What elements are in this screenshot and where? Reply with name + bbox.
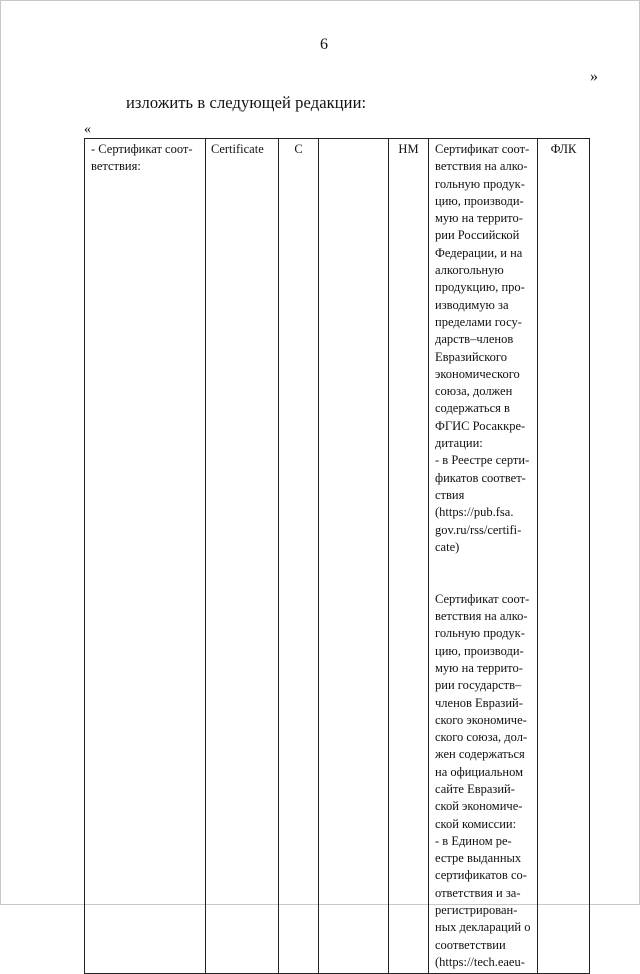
cell-format <box>319 139 389 974</box>
intro-text: изложить в следующей редакции: <box>126 93 367 112</box>
cell-element-name: - Сертификат соот- ветствия: <box>85 139 206 974</box>
requirements-table <box>84 138 590 974</box>
closing-quote: » <box>590 68 598 85</box>
cell-description: Сертификат соот- ветствия на алко- гольную продук- цию, производи- мую на террито- рии Российской Федерации, и на алкогольную продукцию, про- изводимую за пределами госу- дарств–членов Евразийского экономического союза, должен содержаться в ФГИС Росаккре- дитации: - в Реестре серти- фикатов соответ- ствия (https://pub.fsa. gov.ru/rss/certifi- cate) Сертификат соот- ветствия на алко- гольную продук- цию, производи- мую на террито- рии государств– членов Евразий- ского экономиче- ского союза, дол- жен содержаться на официальном сайте Евразий- ской экономиче- ской комиссии: - в Едином ре- естре выданных сертификатов со- ответствия и за- регистрирован- ных деклараций о соответствии (https://tech.eaeu- <box>429 139 538 974</box>
cell-xml-tag: Certificate <box>206 139 279 974</box>
cell-check: ФЛК <box>538 139 590 974</box>
table-row <box>85 139 590 974</box>
cell-type: С <box>279 139 319 974</box>
page-number: 6 <box>320 36 328 53</box>
cell-required: НМ <box>389 139 429 974</box>
opening-quote: « <box>84 122 91 137</box>
